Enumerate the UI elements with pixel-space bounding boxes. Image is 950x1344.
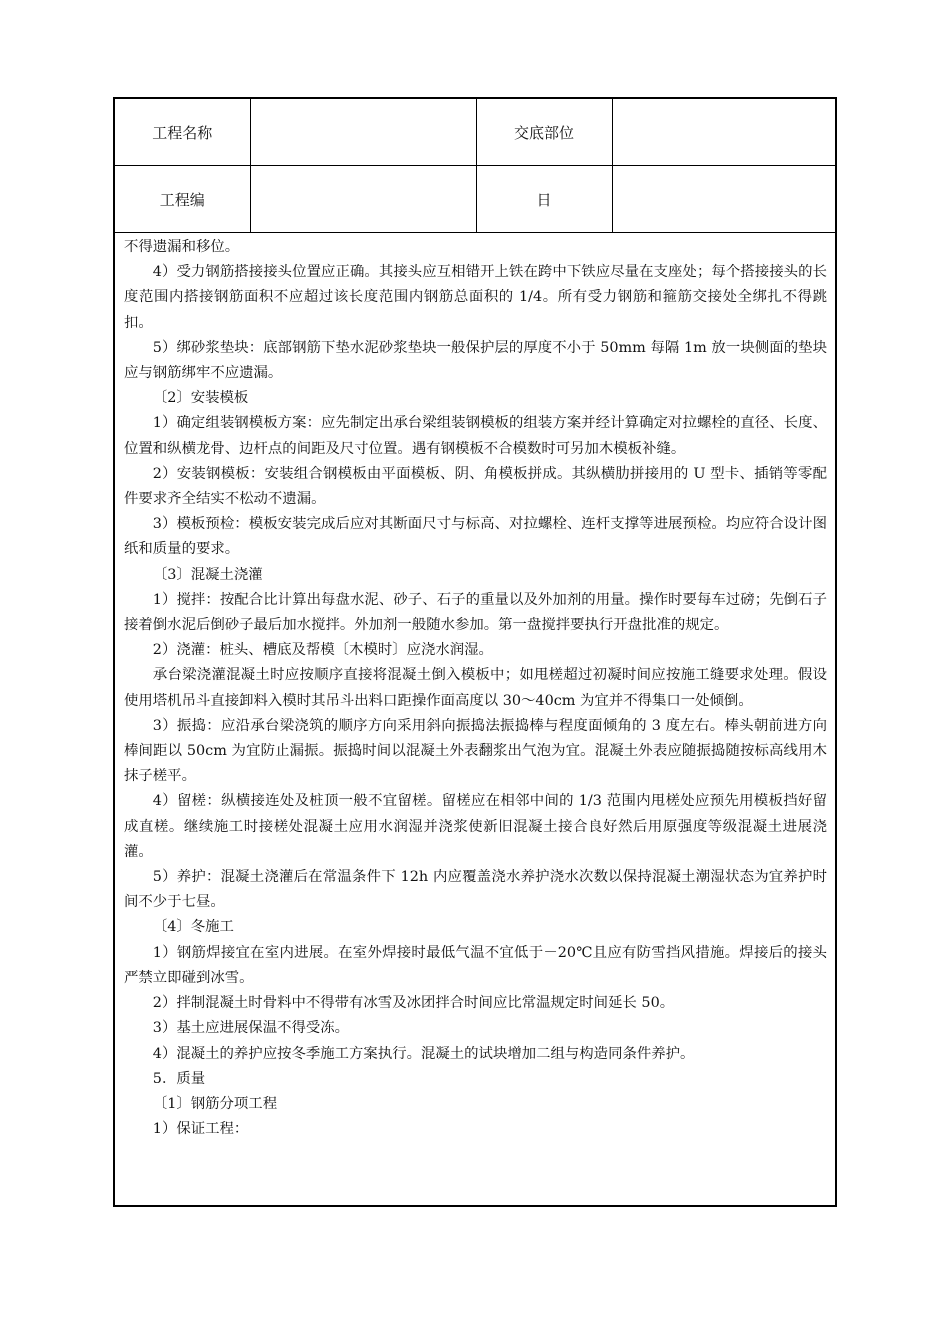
body-paragraph: 5）养护：混凝土浇灌后在常温条件下 12h 内应覆盖浇水养护浇水次数以保持混凝土潮湿状态为宜养护时间不少于七昼。 <box>124 869 827 911</box>
body-paragraph: 3）基土应进展保温不得受冻。 <box>152 1020 350 1037</box>
body-paragraph: 〔1〕钢筋分项工程 <box>152 1095 278 1112</box>
handover-location-label: 交底部位 <box>476 99 612 166</box>
body-paragraph: 1）钢筋焊接宜在室内进展。在室外焊接时最低气温不宜低于－20℃且应有防雪挡风措施。焊接后的接头严禁立即碰到冰雪。 <box>124 944 827 986</box>
body-paragraph: 1）搅拌：按配合比计算出每盘水泥、砂子、石子的重量以及外加剂的用量。操作时要每车过磅；先倒石子接着倒水泥后倒砂子最后加水搅拌。外加剂一般随水参加。第一盘搅拌要执行开盘批准的规定。 <box>124 591 827 634</box>
project-name-label: 工程名称 <box>115 99 250 166</box>
project-number-label: 工程编 <box>115 166 250 233</box>
header-row-2 <box>115 166 835 233</box>
date-label: 日 <box>476 166 612 233</box>
body-paragraph: 不得遗漏和移位。 <box>124 239 240 255</box>
project-name-value <box>250 99 476 166</box>
document-body <box>124 235 827 1142</box>
date-value <box>612 166 835 233</box>
body-paragraph: 3）模板预检：模板安装完成后应对其断面尺寸与标高、对拉螺栓、连杆支撑等进展预检。均应符合设计图纸和质量的要求。 <box>124 516 827 558</box>
body-paragraph: 4）混凝土的养护应按冬季施工方案执行。混凝土的试块增加二组与构造同条件养护。 <box>152 1045 695 1062</box>
project-number-value <box>250 166 476 233</box>
body-paragraph: 4）留槎：纵横接连处及桩顶一般不宜留槎。留槎应在相邻中间的 1/3 范围内甩槎处应预先用模板挡好留成直槎。继续施工时接槎处混凝土应用水润湿并浇浆使新旧混凝土接合良好然后用原强度等级混凝土进展浇灌。 <box>124 793 827 860</box>
body-paragraph: 承台梁浇灌混凝土时应按顺序直接将混凝土倒入模板中；如甩槎超过初凝时间应按施工缝要求处理。假设使用塔机吊斗直接卸料入模时其吊斗出料口距操作面高度以 30～40cm 为宜并不得集口一处倾倒。 <box>124 667 827 709</box>
body-paragraph: 5）绑砂浆垫块：底部钢筋下垫水泥砂浆垫块一般保护层的厚度不小于 50mm 每隔 1m 放一块侧面的垫块应与钢筋绑牢不应遗漏。 <box>124 339 827 382</box>
body-paragraph: 〔4〕冬施工 <box>152 919 234 936</box>
body-paragraph: 1）确定组装钢模板方案：应先制定出承台梁组装钢模板的组装方案并经计算确定对拉螺栓的直径、长度、位置和纵横龙骨、边杆点的间距及尺寸位置。遇有钢模板不合模数时可另加木模板补缝。 <box>124 415 827 457</box>
body-paragraph: 2）安装钢模板：安装组合钢模板由平面模板、阴、角模板拼成。其纵横肋拼接用的 U 型卡、插销等零配件要求齐全结实不松动不遗漏。 <box>124 465 827 508</box>
header-table <box>115 99 835 233</box>
document-frame <box>113 97 837 1207</box>
body-paragraph: 〔3〕混凝土浇灌 <box>152 566 263 583</box>
body-paragraph: 4）受力钢筋搭接接头位置应正确。其接头应互相错开上铁在跨中下铁应尽量在支座处；每个搭接接头的长度范围内搭接钢筋面积不应超过该长度范围内钢筋总面积的 1/4。所有受力钢筋和箍筋交接处全绑扎不得跳扣。 <box>124 264 827 331</box>
handover-location-value <box>612 99 835 166</box>
body-paragraph: 2）拌制混凝土时骨料中不得带有冰雪及冰团拌合时间应比常温规定时间延长 50。 <box>152 995 675 1012</box>
body-paragraph: 1）保证工程： <box>152 1121 249 1138</box>
header-row-1 <box>115 99 835 166</box>
body-paragraph: 2）浇灌：桩头、槽底及帮模〔木模时〕应浇水润湿。 <box>152 642 493 659</box>
body-paragraph: 3）振捣：应沿承台梁浇筑的顺序方向采用斜向振捣法振捣棒与程度面倾角的 3 度左右。棒头朝前进方向棒间距以 50cm 为宜防止漏振。振捣时间以混凝土外表翻浆出气泡为宜。混凝土外表应随振捣随按标高线用木抹子槎平。 <box>124 717 827 785</box>
body-paragraph: 5．质量 <box>152 1070 206 1087</box>
body-paragraph: 〔2〕安装模板 <box>152 390 249 407</box>
